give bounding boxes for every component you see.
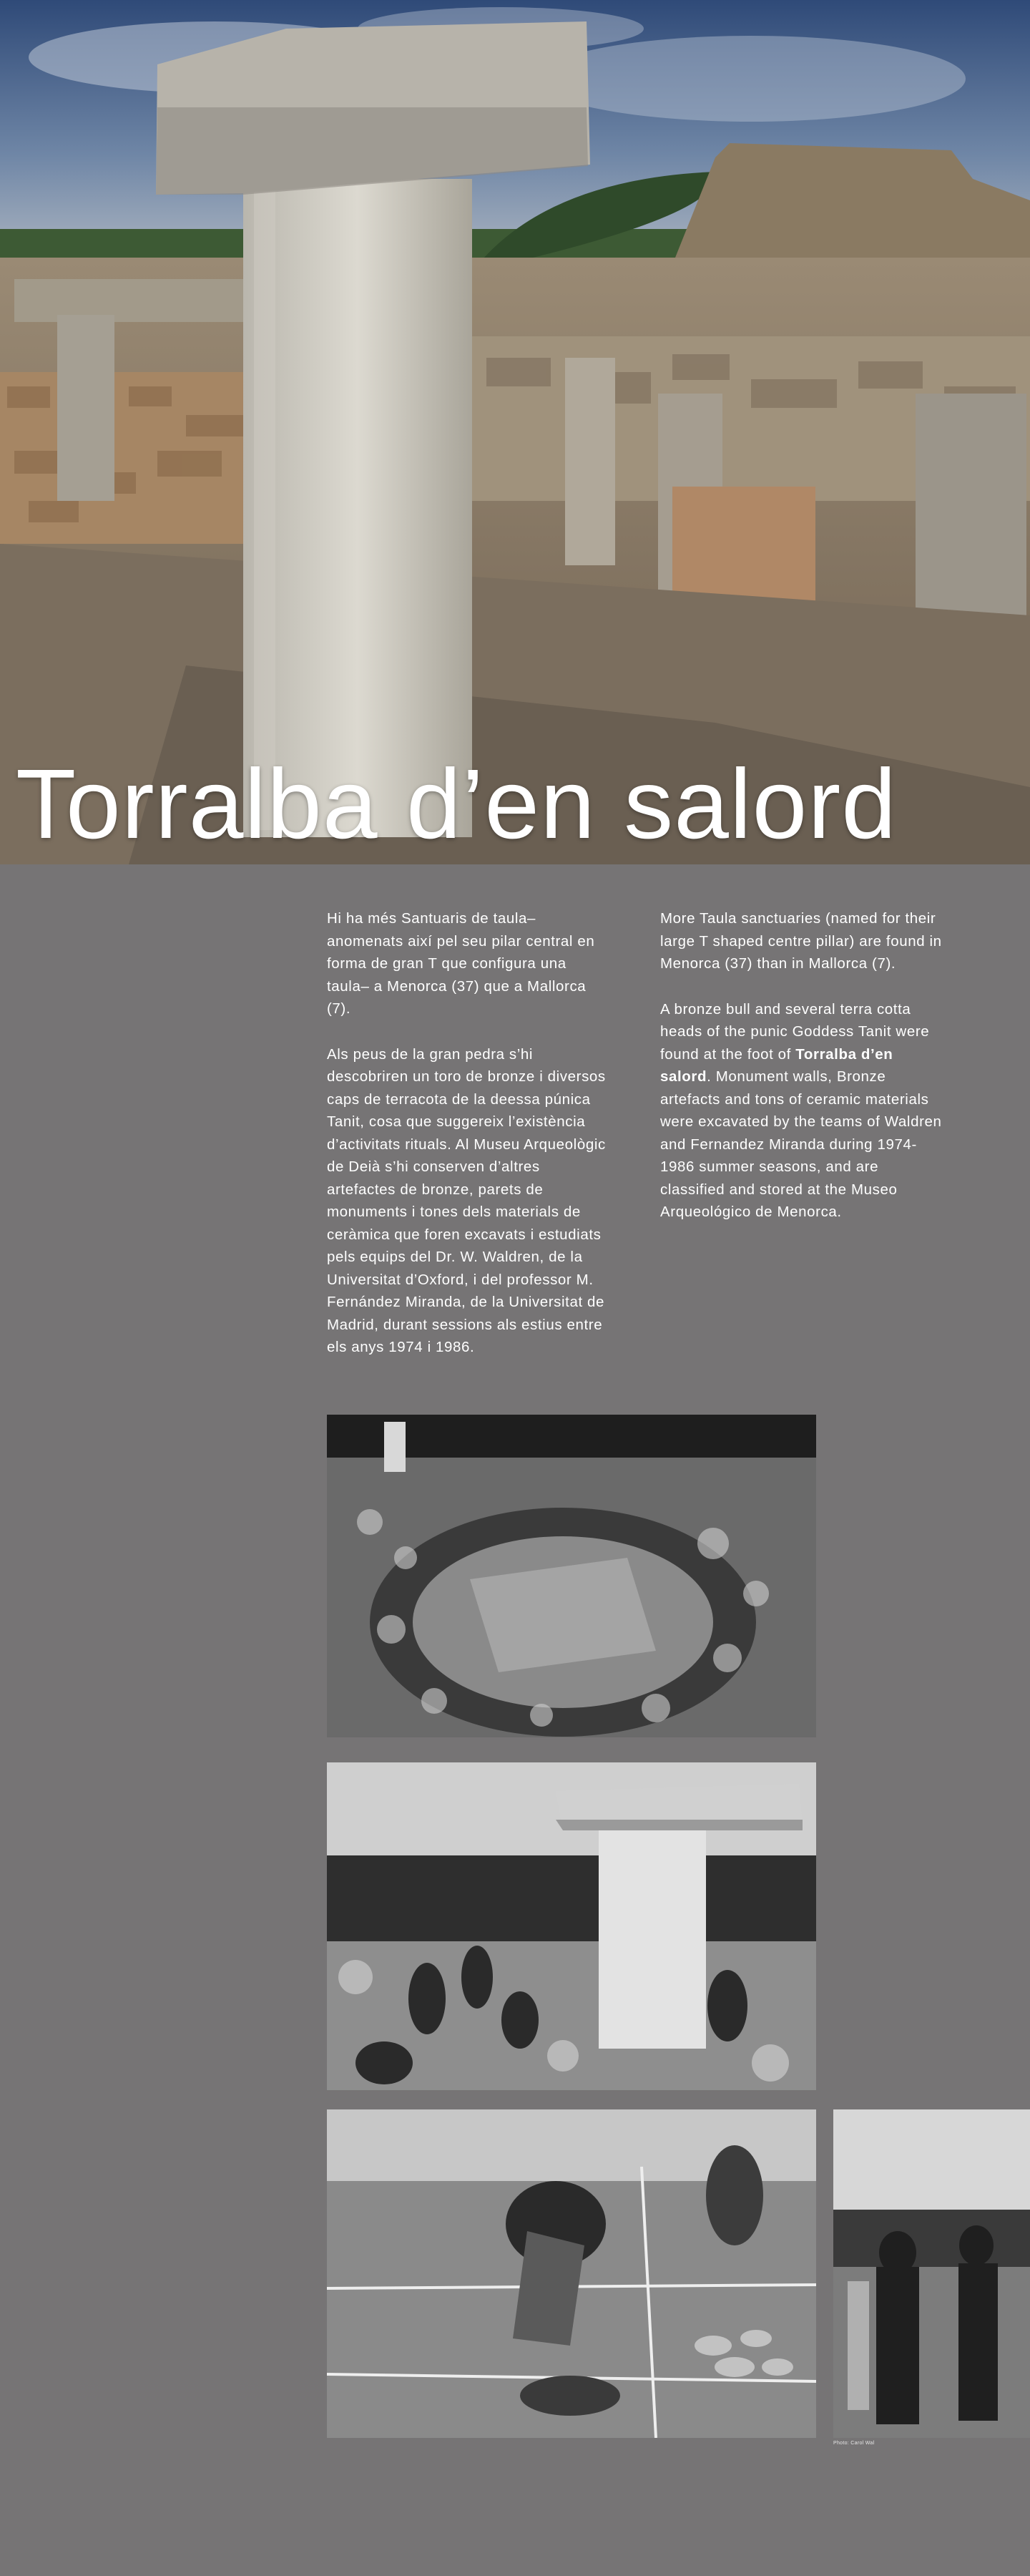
catalan-paragraph-1: Hi ha més Santuaris de taula– anomenats així pel seu pilar central en forma de gran T que configura una taula– a Menorca (37) que a Mallorca (7).	[327, 910, 595, 1017]
archaeologists-digging-image	[327, 2109, 816, 2438]
site-name-bold: Torralba d’en salord	[660, 1045, 893, 1085]
taula-with-excavators-image	[327, 1762, 816, 2090]
hero-photo	[0, 0, 1030, 864]
page-title: Torralba d’en salord	[16, 749, 898, 859]
excavation-photo-3	[327, 2109, 816, 2438]
excavation-photo-2	[327, 1762, 816, 2090]
english-paragraph-2-end: . Monument walls, Bronze artefacts and tons of ceramic materials were excavated by the teams of Waldren and Fernandez Miranda during 1974-1986 summer seasons, and are classified and stored at the Museo Arqueológico de Menorca.	[660, 1068, 942, 1220]
excavation-team-image	[833, 2109, 1030, 2438]
english-paragraph-2	[660, 998, 943, 1224]
excavation-photo-1	[327, 1415, 816, 1737]
english-paragraph-1: More Taula sanctuaries (named for their large T shaped centre pillar) are found in Menorca (37) than in Mallorca (7).	[660, 910, 942, 972]
english-paragraph-2-start: A bronze bull and several terra cotta heads of the punic Goddess Tanit were found at the foot of	[660, 1000, 930, 1063]
taula-sanctuary-image	[0, 0, 1030, 864]
excavation-photo-4	[833, 2109, 1030, 2438]
english-text-column	[660, 907, 943, 1246]
catalan-text-column	[327, 907, 609, 1382]
photo-credit: Photo: Carol Wal	[833, 2441, 875, 2446]
catalan-paragraph-2: Als peus de la gran pedra s’hi descobriren un toro de bronze i diversos caps de terracota de la deessa púnica Tanit, cosa que suggereix l’existència d’activitats rituals. Al Museu Arqueològic de Deià s’hi conserven d’altres artefactes de bronze, parets de monuments i tones dels materials de ceràmica que foren excavats i estudiats pels equips del Dr. W. Waldren, de la Universitat d’Oxford, i del professor M. Fernández Miranda, de la Universitat de Madrid, durant sessions als estius entre els anys 1974 i 1986.	[327, 1045, 606, 1355]
excavation-walls-image	[327, 1415, 816, 1737]
